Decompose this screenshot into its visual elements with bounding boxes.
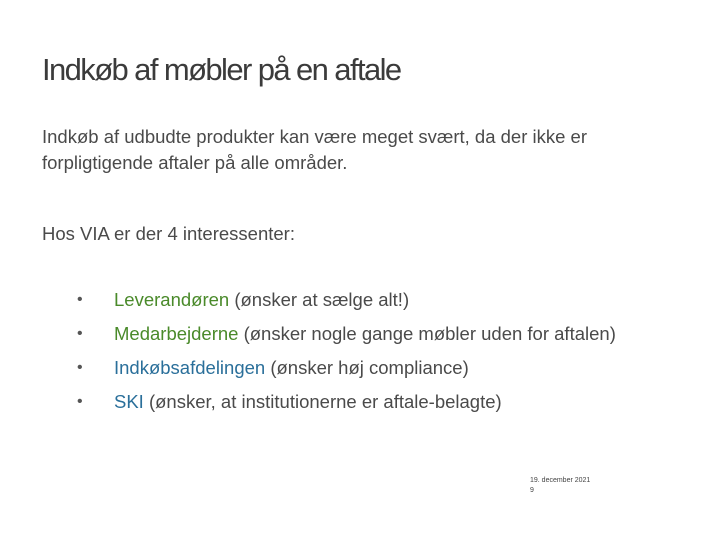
list-item-text [114,285,409,315]
stakeholder-name: Leverandøren [114,289,230,310]
stakeholder-description: (ønsker at sælge alt!) [229,289,410,310]
intro-paragraph: Indkøb af udbudte produkter kan være meget svært, da der ikke er forpligtigende aftaler på alle områder. [42,126,588,173]
bullet-icon: • [77,393,83,410]
list-item [42,319,712,353]
list-item-text [114,319,616,349]
list-item [42,285,712,319]
bullet-icon: • [77,325,83,342]
footer-date: 19. december 2021 [530,477,591,484]
slide-footer [530,476,590,496]
bullet-icon: • [77,359,83,376]
bullet-icon: • [77,291,83,308]
stakeholder-name: Indkøbsafdelingen [114,357,266,378]
list-item [42,353,712,387]
stakeholder-description: (ønsker høj compliance) [265,357,469,378]
slide-title: Indkøb af møbler på en aftale [42,52,401,87]
list-item-text [114,353,469,383]
stakeholder-description: (ønsker nogle gange møbler uden for aftalen) [238,323,616,344]
list-item [42,387,712,421]
stakeholder-list [42,285,712,421]
list-item-text [114,387,502,417]
stakeholder-name: Medarbejderne [114,323,239,344]
stakeholder-description: (ønsker, at institutionerne er aftale-belagte) [143,391,502,412]
stakeholders-heading: Hos VIA er der 4 interessenter: [42,223,295,244]
stakeholder-name: SKI [114,391,144,412]
page-number: 9 [530,487,534,494]
